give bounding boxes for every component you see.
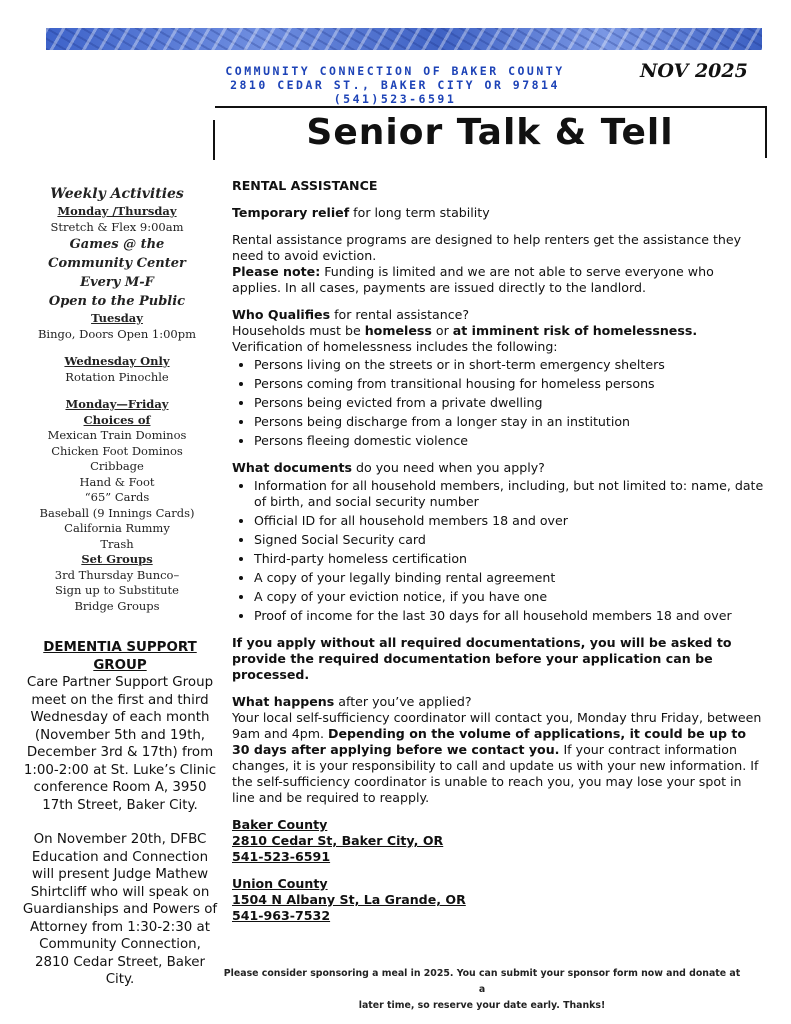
organization-info [190,64,600,106]
who-qualifies-rest: for rental assistance? [330,307,470,322]
choice-item: California Rummy [64,521,170,535]
set-groups-label: Set Groups [81,552,153,566]
temporary-relief-line [232,205,764,221]
set-group-item: 3rd Thursday Bunco– [54,567,180,582]
list-item: • Information for all household members, including, but not limited to: name, date of birth, and social security number [254,478,764,510]
wednesday-item: Rotation Pinochle [65,369,169,384]
footer-line-2: later time, so reserve your date early. Thanks! [358,1000,606,1011]
header-banner [46,28,762,50]
list-item: • Proof of income for the last 30 days for all household members 18 and over [254,608,764,624]
list-item: • Signed Social Security card [254,532,764,548]
set-group-item: Bridge Groups [74,598,160,613]
what-happens-line [232,694,764,710]
what-happens-paragraph [232,710,764,806]
org-address: 2810 CEDAR ST., BAKER CITY OR 97814 [230,78,560,92]
or-text: or [431,323,453,338]
verification-line: Verification of homelessness includes the following: [232,339,558,354]
org-phone: (541)523-6591 [333,92,457,106]
who-qualifies-line [232,307,764,323]
list-item: • A copy of your legally binding rental agreement [254,570,764,586]
list-item: • A copy of your eviction notice, if you have one [254,589,764,605]
article-heading: RENTAL ASSISTANCE [232,178,378,193]
homeless-bold: homeless [364,323,432,338]
union-county-address: 1504 N Albany St, La Grande, OR [232,892,466,907]
baker-county-phone: 541-523-6591 [232,849,331,864]
org-name: COMMUNITY CONNECTION OF BAKER COUNTY [225,64,565,78]
documents-bold: What documents [232,460,353,475]
issue-date: NOV 2025 [640,60,748,82]
documents-line [232,460,764,476]
choice-item: Mexican Train Dominos [47,428,187,442]
happens-text-bold: Depending on the volume of applications, it could be up to 30 days after applying before we contact you. [232,726,747,757]
games-line: Community Center [48,256,186,271]
what-happens-bold: What happens [232,694,335,709]
warning-paragraph: If you apply without all required documentations, you will be asked to provide the required documentation before your application can be processed. [232,635,732,682]
intro-paragraph: Rental assistance programs are designed to help renters get the assistance they need to avoid eviction. [232,232,742,263]
games-line: Open to the Public [48,294,186,309]
happens-text-a: Your local self-sufficiency coordinator will contact you, Monday thru Friday, between 9am and 4pm. [232,710,762,741]
tuesday-label: Tuesday [91,311,143,325]
wednesday-label: Wednesday Only [64,354,170,368]
title-box [215,106,767,158]
must-be-text: Households must be [232,323,365,338]
dementia-body: Care Partner Support Group meet on the first and third Wednesday of each month (November 5th and 19th, December 3rd & 17th) from 1:00-2:00 at St. Luke’s Clinic conference Room A, 3950 17th Street, Baker City. [23,675,217,813]
mon-thu-label: Monday /Thursday [57,204,177,218]
choice-item: Hand & Foot [79,474,155,489]
union-county-name: Union County [232,876,328,891]
union-county-phone: 541-963-7532 [232,908,331,923]
dementia-event: On November 20th, DFBC Education and Connection will present Judge Mathew Shirtcliff who will speak on Guardianships and Powers of Attorney from 1:30-2:30 at Community Connection, 2810 Cedar Street, Baker City. [22,832,218,987]
sidebar-heading: Weekly Activities [50,186,184,202]
dementia-support-section [20,639,220,989]
temporary-relief-bold: Temporary relief [232,205,350,220]
choices-label: Choices of [83,412,151,427]
mon-thu-item: Stretch & Flex 9:00am [50,219,184,234]
documents-rest: do you need when you apply? [352,460,545,475]
note-bold: Please note: [232,264,321,279]
list-item: • Persons fleeing domestic violence [254,433,764,449]
must-be-line [232,323,764,339]
list-item: • Persons being evicted from a private dwelling [254,395,764,411]
list-item: • Persons living on the streets or in short-term emergency shelters [254,357,764,373]
choice-item: “65” Cards [84,490,150,504]
baker-county-address: 2810 Cedar St, Baker City, OR [232,833,444,848]
list-item: • Persons coming from transitional housing for homeless persons [254,376,764,392]
choice-item: Trash [100,536,134,551]
list-item: • Persons being discharge from a longer stay in an institution [254,414,764,430]
footer-line-1: Please consider sponsoring a meal in 2025. You can submit your sponsor form now and donate at a [223,968,741,995]
rental-assistance-article [232,178,764,924]
baker-county-name: Baker County [232,817,328,832]
choice-item: Cribbage [90,459,144,473]
documents-list [232,478,764,624]
set-group-item: Sign up to Substitute [55,583,179,597]
games-line: Games @ the [69,237,165,252]
weekly-activities-sidebar [18,184,216,614]
qualify-list [232,357,764,449]
newsletter-title: Senior Talk & Tell [306,112,674,153]
list-item: • Third-party homeless certification [254,551,764,567]
sponsor-footer [222,966,742,1014]
temporary-relief-rest: for long term stability [349,205,490,220]
note-rest: Funding is limited and we are not able to serve everyone who applies. In all cases, payments are issued directly to the landlord. [232,264,714,295]
list-item: • Official ID for all household members 18 and over [254,513,764,529]
choice-item: Chicken Foot Dominos [51,443,183,458]
note-paragraph [232,264,764,296]
happens-text-c: If your contract information changes, it is your responsibility to call and update us with your new information. If the self-sufficiency coordinator is unable to reach you, you may lose your spot in line and be required to reapply. [232,742,759,805]
mon-fri-label: Monday—Friday [65,397,169,411]
choice-item: Baseball (9 Innings Cards) [39,505,195,520]
what-happens-rest: after you’ve applied? [334,694,472,709]
tuesday-item: Bingo, Doors Open 1:00pm [37,326,196,341]
games-line: Every M-F [80,275,154,290]
dementia-heading: DEMENTIA SUPPORT GROUP [43,640,197,673]
imminent-risk-bold: at imminent risk of homelessness. [452,323,698,338]
who-qualifies-bold: Who Qualifies [232,307,331,322]
